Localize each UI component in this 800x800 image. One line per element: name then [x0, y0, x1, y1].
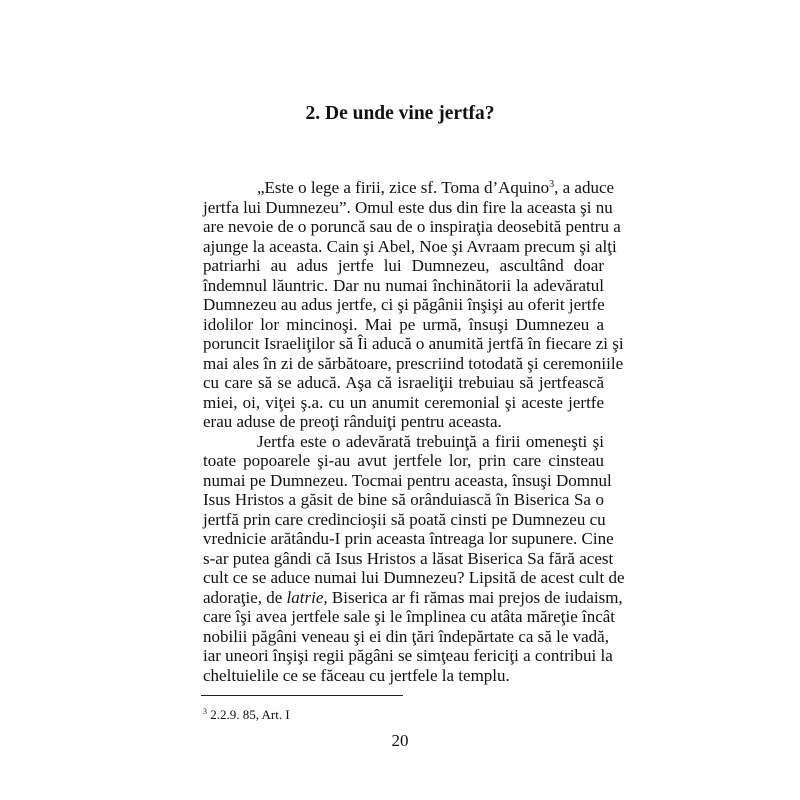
footnote-mark: 3	[203, 707, 207, 716]
paragraph-2-line: vrednicie arătându-I prin aceasta întreaga lor supunere. Cine	[203, 529, 614, 548]
paragraph-1-line: poruncit Israeliţilor să Îi aducă o anumită jertfă în fiecare zi şi	[203, 334, 624, 353]
paragraph-1-line: ajunge la aceasta. Cain şi Abel, Noe şi Avraam precum şi alţi	[203, 236, 617, 256]
page-number: 20	[391, 731, 409, 750]
paragraph-1-line: Dumnezeu au adus jertfe, ci şi păgânii înşişi au oferit jertfe	[203, 295, 605, 314]
paragraph-2-line: toate popoarele şi-au avut jertfele lor, prin care cinsteau	[203, 451, 604, 470]
italic-term: latrie,	[286, 587, 328, 607]
paragraph-2-line: care îşi avea jertfele sale şi le împlinea cu atâta măreţie încât	[203, 607, 616, 626]
body-text	[203, 178, 625, 685]
paragraph-2-line: cult ce se aduce numai lui Dumnezeu? Lipsită de acest cult de	[203, 568, 625, 587]
paragraph-1-line: cu care să se aducă. Aşa că israeliţii trebuiau să jertfească	[203, 373, 604, 392]
paragraph-2-line: Jertfa este o adevărată trebuinţă a firii omeneşti şi	[257, 431, 604, 451]
text-span: „Este o lege a firii, zice sf. Toma d’Aquino	[257, 178, 550, 197]
footnote-divider	[201, 695, 403, 696]
paragraph-1-line: jertfa lui Dumnezeu”. Omul este dus din fire la aceasta şi nu	[203, 197, 613, 217]
chapter-title: 2. De unde vine jertfa?	[305, 103, 495, 124]
paragraph-2-line: cheltuielile ce se făceau cu jertfele la templu.	[203, 665, 510, 685]
text-span: Biserica ar fi rămas mai prejos de iudaism,	[327, 587, 623, 607]
paragraph-2-line	[203, 587, 623, 608]
paragraph-1-line: are nevoie de o poruncă sau de o inspiraţia deosebită pentru a	[203, 217, 621, 236]
paragraph-2-line: nobilii păgâni veneau şi ei din ţări îndepărtate ca să le vadă,	[203, 626, 609, 646]
paragraph-2-line: jertfă prin care credincioşii să poată cinsti pe Dumnezeu cu	[203, 509, 606, 529]
paragraph-2-line: Isus Hristos a găsit de bine să orânduiască în Biserica Sa o	[203, 490, 604, 509]
paragraph-1-line: îndemnul lăuntric. Dar nu numai închinătorii la adevăratul	[203, 275, 604, 295]
text-span: , a aduce	[554, 178, 615, 197]
footnote	[203, 707, 290, 723]
paragraph-2-line: s-ar putea gândi că Isus Hristos a lăsat Biserica Sa fără acest	[203, 548, 614, 568]
paragraph-1-line: mai ales în zi de sărbătoare, prescriind totodată şi ceremoniile	[203, 353, 624, 373]
paragraph-1-line: idolilor lor mincinoşi. Mai pe urmă, însuşi Dumnezeu a	[203, 314, 604, 334]
footnote-reference[interactable]: 3	[549, 179, 555, 190]
footnote-text: 2.2.9. 85, Art. I	[210, 707, 290, 722]
paragraph-1-line: miei, oi, viţei ş.a. cu un anumit ceremonial şi aceste jertfe	[203, 392, 604, 412]
paragraph-2-line: numai pe Dumnezeu. Tocmai pentru aceasta, însuşi Domnul	[203, 470, 612, 490]
text-span: adoraţie, de	[203, 587, 287, 607]
paragraph-1-line: patriarhi au adus jertfe lui Dumnezeu, ascultând doar	[203, 256, 604, 275]
paragraph-2-line: iar uneori înşişi regii păgâni se simţeau fericiţi a contribui la	[203, 646, 613, 665]
paragraph-1-line	[203, 178, 615, 198]
paragraph-1-line: erau aduse de preoţi rânduiţi pentru aceasta.	[203, 412, 502, 431]
